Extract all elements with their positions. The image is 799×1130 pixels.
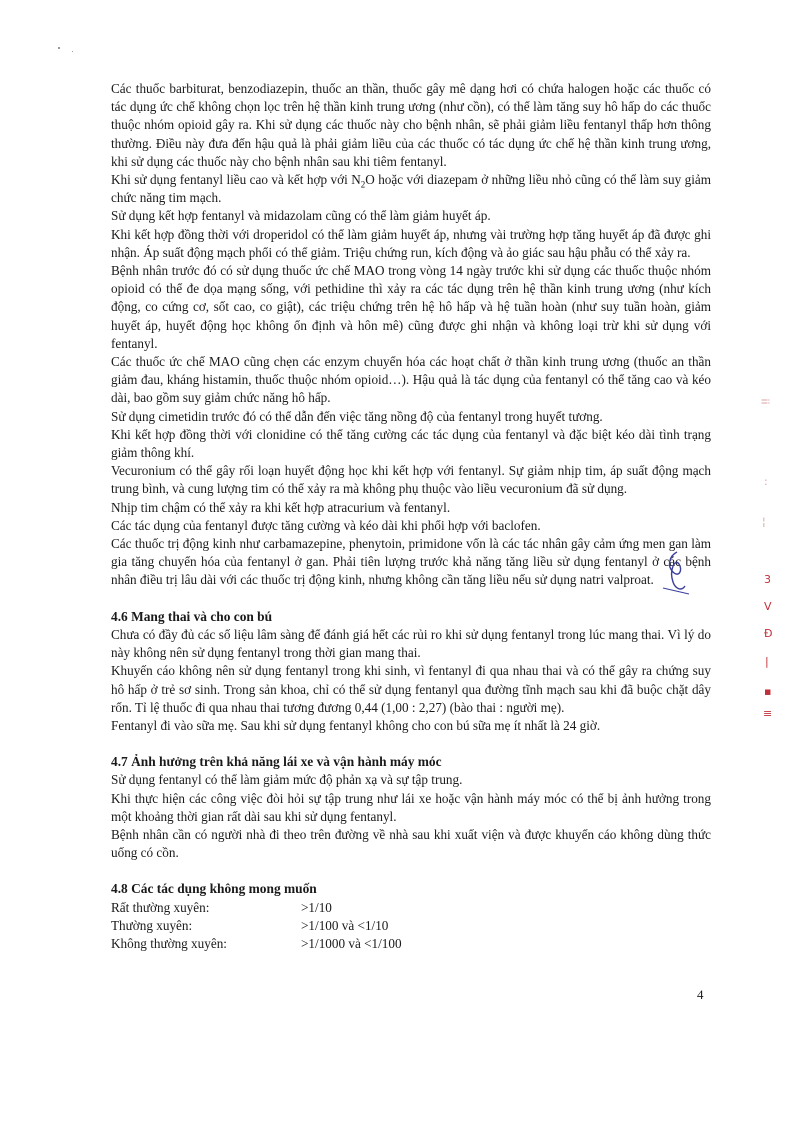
stamp-fragment: : xyxy=(764,475,768,488)
frequency-value: >1/100 và <1/10 xyxy=(301,917,389,933)
frequency-row-very-common xyxy=(111,899,711,917)
ink-scribble xyxy=(670,552,685,589)
frequency-value: >1/10 xyxy=(301,899,332,915)
paragraph-mao-inhibitors: Bệnh nhân trước đó có sử dụng thuốc ức chế MAO trong vòng 14 ngày trước khi sử dụng các thuốc thuộc nhóm opioid có thể đe dọa mạng sống, với pethidine thì xảy ra các tác dụng trên hệ thần kinh trung ương (như kích động, co cứng cơ, sốt cao, co giật), các triệu chứng trên hệ hô hấp và hệ tuần hoàn (như suy tuần hoàn, giảm huyết áp, huyết động học không ổn định và hôn mê) cũng được ghi nhận và không loại trừ khi sử dụng với fentanyl. xyxy=(111,263,711,351)
paragraph-clonidine: Khi kết hợp đồng thời với clonidine có thể tăng cường các tác dụng của fentanyl và đặc biệt kéo dài tình trạng giảm thông khí. xyxy=(111,426,711,461)
n2o-subscript: 2 xyxy=(360,179,366,190)
paragraph-driving-machinery: Khi thực hiện các công việc đòi hỏi sự tập trung như lái xe hoặc vận hành máy móc có thể bị ảnh hưởng trong một khoảng thời gian rất dài sau khi sử dụng fentanyl. xyxy=(111,790,711,824)
ink-strike xyxy=(663,588,689,594)
n2o-text-before: Khi sử dụng fentanyl liều cao và kết hợp với N xyxy=(111,172,361,188)
stamp-fragment: | xyxy=(765,655,769,668)
section-heading-adverse-effects: 4.8 Các tác dụng không mong muốn xyxy=(111,881,317,897)
paragraph-breastfeeding: Fentanyl đi vào sữa mẹ. Sau khi sử dụng fentanyl không cho con bú sữa mẹ ít nhất là 24 giờ. xyxy=(111,717,601,733)
scan-speck xyxy=(72,51,73,52)
stamp-fragment: ii xyxy=(758,398,772,405)
stamp-fragment: ▪ xyxy=(764,685,772,698)
paragraph-baclofen: Các tác dụng của fentanyl được tăng cường và kéo dài khi phối hợp với baclofen. xyxy=(111,517,541,533)
paragraph-pregnancy-birth: Khuyến cáo không nên sử dụng fentanyl trong khi sinh, vì fentanyl đi qua nhau thai và có thể gây ra chứng suy hô hấp ở trẻ sơ sinh. Trong sản khoa, chỉ có thể sử dụng fentanyl qua đường tĩnh mạch sau khi đã buộc chặt dây rốn. Tỉ lệ thuốc đi qua nhau thai tương đương 0,44 (1,00 : 2,27) (bào thai : người mẹ). xyxy=(111,663,711,715)
frequency-row-common xyxy=(111,917,711,935)
n2o-text-after: O hoặc với diazepam ở những liều nhỏ cũng có thể làm suy giảm chức năng tim mạch. xyxy=(111,172,711,206)
paragraph-pregnancy-data: Chưa có đầy đủ các số liệu lâm sàng để đánh giá hết các rủi ro khi sử dụng fentanyl trong lúc mang thai. Vì lý do này không nên sử dụng fentanyl trong thời gian mang thai. xyxy=(111,626,711,661)
paragraph-cimetidin: Sử dụng cimetidin trước đó có thể dẫn đến việc tăng nồng độ của fentanyl trong huyết tương. xyxy=(111,408,603,424)
section-heading-driving: 4.7 Ảnh hưởng trên khả năng lái xe và vận hành máy móc xyxy=(111,754,442,770)
paragraph-driving-reflex: Sử dụng fentanyl có thể làm giảm mức độ phản xạ và sự tập trung. xyxy=(111,772,463,788)
paragraph-mao-enzymes: Các thuốc ức chế MAO cũng chẹn các enzym chuyển hóa các hoạt chất ở thần kinh trung ương (thuốc an thần giảm đau, kháng histamin, thuốc thuộc nhóm opioid…). Hậu quả là tác dụng của fentanyl có thể tăng cao và kéo dài, bao gồm suy giảm chức năng hô hấp. xyxy=(111,354,711,406)
paragraph-droperidol: Khi kết hợp đồng thời với droperidol có thể làm giảm huyết áp, nhưng vài trường hợp tăng huyết áp đã được ghi nhận. Áp suất động mạch phổi có thể giảm. Triệu chứng run, kích động và ảo giác sau hậu phẫu có thể xảy ra. xyxy=(111,226,711,260)
paragraph-n2o xyxy=(111,171,711,207)
stamp-fragment: V xyxy=(764,600,772,613)
paragraph-atracurium: Nhịp tim chậm có thể xảy ra khi kết hợp atracurium và fentanyl. xyxy=(111,499,451,515)
margin-stamp-marks xyxy=(760,395,790,725)
page-number: 4 xyxy=(697,987,704,1002)
paragraph-antiepileptics: Các thuốc trị động kinh như carbamazepine, phenytoin, primidone vốn là các tác nhân gây cảm ứng men gan làm gia tăng chuyển hóa của fentanyl ở gan. Phải tiên lượng trước khả năng tăng liều sử dụng fentanyl ở các bệnh nhân điều trị lâu dài với các thuốc trị động kinh, nhưng không cần tăng liều nếu sử dụng natri valproat. xyxy=(111,536,711,588)
frequency-row-uncommon xyxy=(111,935,711,953)
stamp-fragment: Đ xyxy=(764,627,773,640)
stamp-fragment: 3 xyxy=(764,573,771,586)
stamp-fragment: ≡ xyxy=(763,707,773,720)
paragraph-sedatives: Các thuốc barbiturat, benzodiazepin, thuốc an thần, thuốc gây mê dạng hơi có chứa halogen hoặc các thuốc có tác dụng ức chế không chọn lọc trên hệ thần kinh trung ương (như cồn), có thể làm tăng suy hô hấp do các thuốc thuộc nhóm opioid gây ra. Khi sử dụng các thuốc này cho bệnh nhân, sẽ phải giảm liều fentanyl thấp hơn thông thường. Điều này đưa đến hậu quả là phải giảm liều của các thuốc có tác dụng ức chế hệ thần kinh trung ương, khi sử dụng các thuốc này cho bệnh nhân sau khi tiêm fentanyl. xyxy=(111,81,711,169)
paragraph-vecuronium: Vecuronium có thể gây rối loạn huyết động học khi kết hợp với fentanyl. Sự giảm nhịp tim, áp suất động mạch trung bình, và cung lượng tim có thể xảy ra mà không phụ thuộc vào liều vecuronium đã sử dụng. xyxy=(111,463,711,497)
stamp-fragment: ¦ xyxy=(762,515,766,528)
frequency-label: Thường xuyên: xyxy=(111,917,193,933)
frequency-label: Không thường xuyên: xyxy=(111,935,227,951)
scan-speck xyxy=(58,47,60,49)
handwritten-annotation xyxy=(655,548,695,598)
paragraph-midazolam: Sử dụng kết hợp fentanyl và midazolam cũng có thể làm giảm huyết áp. xyxy=(111,208,491,224)
frequency-value: >1/1000 và <1/100 xyxy=(301,935,402,951)
document-body xyxy=(111,80,711,953)
section-heading-pregnancy: 4.6 Mang thai và cho con bú xyxy=(111,608,273,624)
frequency-label: Rất thường xuyên: xyxy=(111,899,210,915)
paragraph-driving-discharge: Bệnh nhân cần có người nhà đi theo trên đường về nhà sau khi xuất viện và được khuyến cáo không dùng thức uống có cồn. xyxy=(111,826,711,861)
